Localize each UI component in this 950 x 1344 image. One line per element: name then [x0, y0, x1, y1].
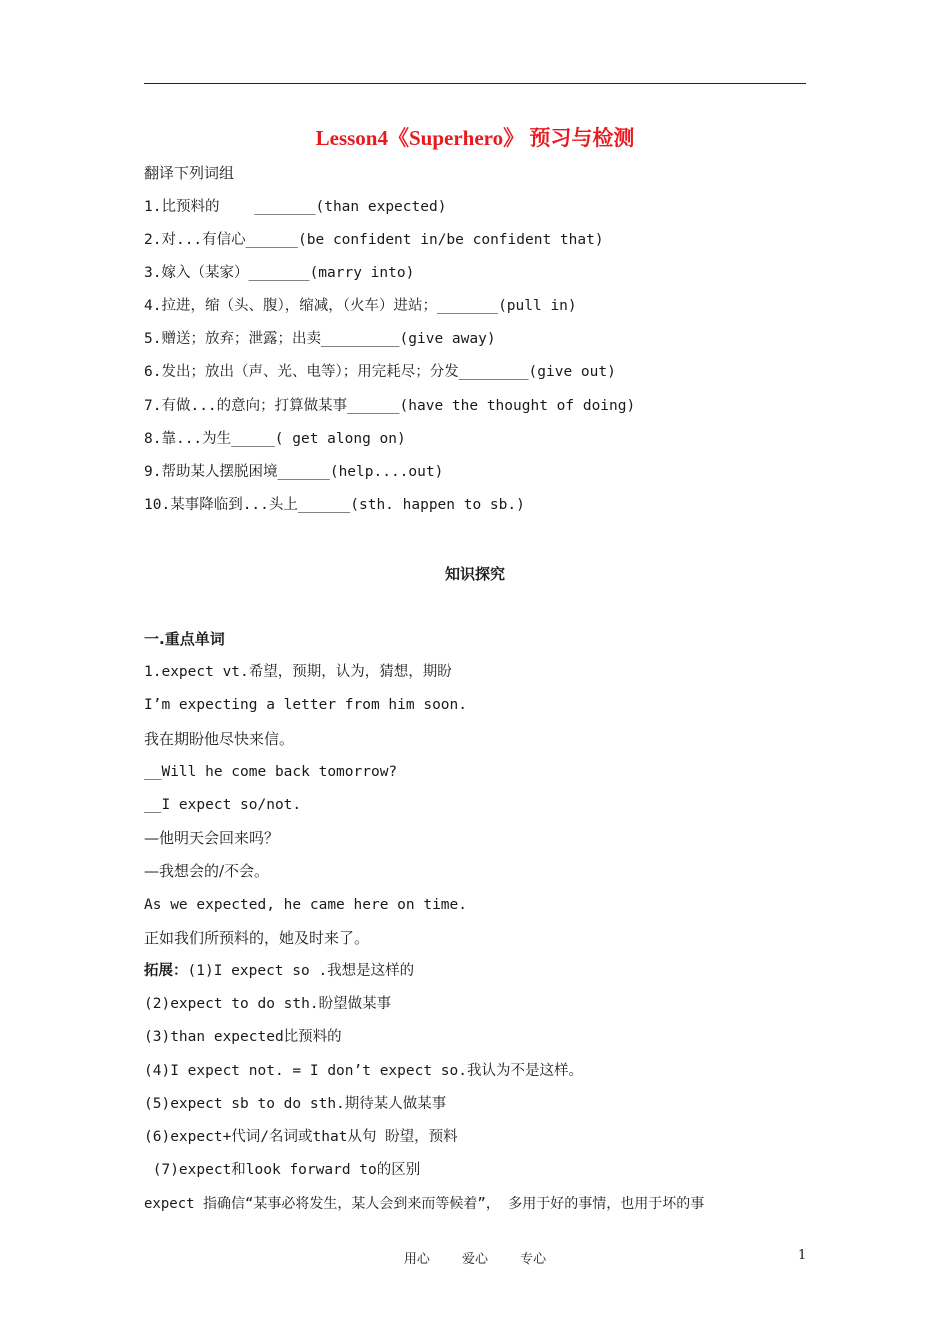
list-item: 6.发出；放出（声、光、电等）；用完耗尽；分发________(give out): [144, 364, 616, 380]
extension-line: (6)expect+代词/名词或that从句 盼望，预料: [144, 1129, 458, 1145]
section-heading-translate: 翻译下列词组: [144, 164, 235, 182]
extension-label: 拓展：: [144, 963, 188, 979]
list-item: 8.靠...为生_____( get along on): [144, 431, 406, 447]
text-line: As we expected, he came here on time.: [144, 897, 468, 913]
extension-line: expect 指确信“某事必将发生，某人会到来而等候着”， 多用于好的事情，也用于坏的事: [144, 1196, 705, 1212]
section-heading-knowledge: 知识探究: [444, 565, 505, 583]
extension-line: (5)expect sb to do sth.期待某人做某事: [144, 1096, 447, 1112]
extension-line: (2)expect to do sth.盼望做某事: [144, 996, 392, 1012]
text-line: —他明天会回来吗？: [144, 829, 280, 847]
extension-line: (7)expect和look forward to的区别: [144, 1162, 421, 1178]
extension-line: [144, 961, 414, 981]
list-item: 2.对...有信心______(be confident in/be confident that): [144, 232, 604, 248]
text-line: 1.expect vt.希望，预期，认为，猜想，期盼: [144, 664, 452, 680]
text-line: 正如我们所预料的，她及时来了。: [144, 929, 370, 947]
footer-item: 专心: [520, 1252, 547, 1267]
list-item: 9.帮助某人摆脱困境______(help....out): [144, 464, 444, 480]
text-line: I’m expecting a letter from him soon.: [144, 697, 468, 713]
subheading-key-words: 一.重点单词: [144, 630, 225, 648]
extension-line: (4)I expect not. = I don’t expect so.我认为不是这样。: [144, 1063, 583, 1079]
list-item: 7.有做...的意向；打算做某事______(have the thought of doing): [144, 398, 636, 414]
text-line: __Will he come back tomorrow?: [144, 764, 398, 780]
list-item: 3.嫁入（某家）_______(marry into): [144, 265, 415, 281]
text-line: __I expect so/not.: [144, 797, 302, 813]
page-number: 1: [798, 1248, 807, 1263]
list-item: 5.赠送；放弃；泄露；出卖_________(give away): [144, 331, 496, 347]
list-item: 4.拉进，缩（头、腹），缩减，（火车）进站；_______(pull in): [144, 298, 577, 314]
list-item: 10.某事降临到...头上______(sth. happen to sb.): [144, 497, 525, 513]
page-title: Lesson4《Superhero》 预习与检测: [315, 126, 635, 150]
footer-item: 爱心: [461, 1252, 488, 1267]
header-rule: [144, 83, 806, 84]
text-line: 我在期盼他尽快来信。: [144, 730, 295, 748]
extension-line: (3)than expected比预料的: [144, 1029, 342, 1045]
extension-text: (1)I expect so .我想是这样的: [187, 963, 415, 979]
text-line: —我想会的/不会。: [144, 862, 270, 880]
list-item: 1.比预料的 _______(than expected): [144, 199, 447, 215]
footer-item: 用心: [403, 1252, 430, 1267]
footer: [0, 1248, 950, 1267]
